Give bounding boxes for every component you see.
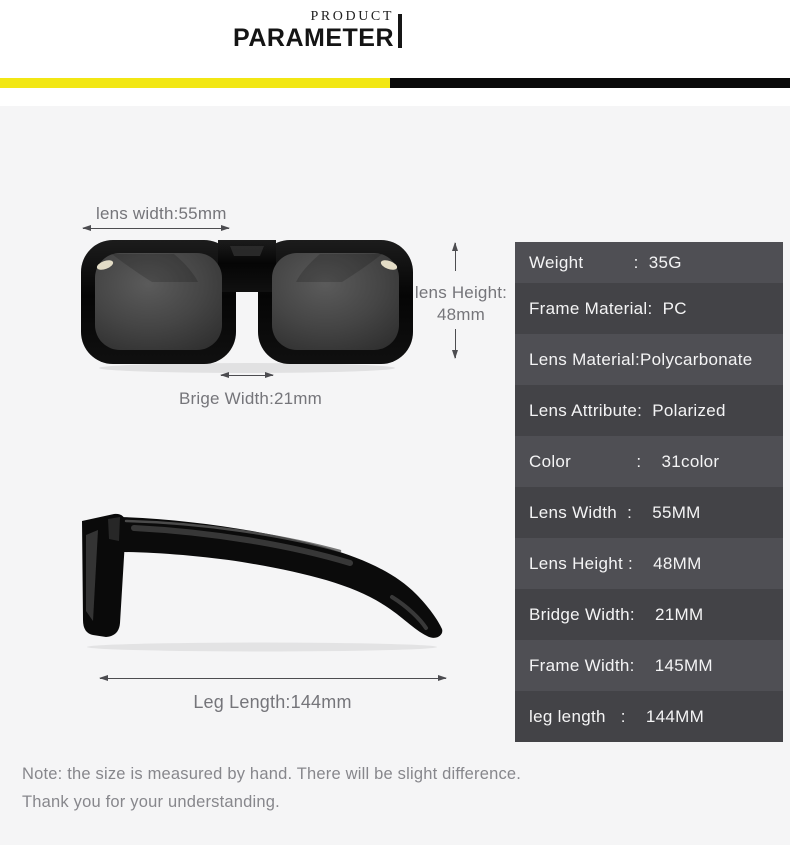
measurement-note xyxy=(22,760,521,816)
spec-row-leg-length xyxy=(515,691,783,742)
divider-stripe xyxy=(0,78,790,88)
lens-height-arrow-up xyxy=(455,243,456,271)
spec-row-lens-attribute xyxy=(515,385,783,436)
spec-table xyxy=(515,242,783,742)
spec-row-text: Lens Attribute: Polarized xyxy=(529,400,726,420)
header-eyebrow: PRODUCT xyxy=(310,9,394,24)
stripe-yellow-segment xyxy=(0,78,390,88)
bridge-width-label: Brige Width:21mm xyxy=(179,389,323,408)
bottom-edge xyxy=(0,845,790,853)
lens-width-arrow xyxy=(83,228,229,229)
leg-length-arrow xyxy=(100,678,446,679)
spec-row-frame-material xyxy=(515,283,783,334)
sunglasses-side-illustration xyxy=(62,501,450,653)
lens-height-label xyxy=(408,282,514,326)
spec-row-frame-width xyxy=(515,640,783,691)
spec-row-lens-material xyxy=(515,334,783,385)
sunglasses-front-illustration xyxy=(78,232,416,374)
spec-row-lens-height xyxy=(515,538,783,589)
spec-row-text: leg length : 144MM xyxy=(529,706,705,726)
lens-height-label-line1: lens Height: xyxy=(414,283,508,302)
stripe-black-segment xyxy=(390,78,790,88)
spec-row-lens-width xyxy=(515,487,783,538)
spec-row-text: Color : 31color xyxy=(529,451,720,471)
note-line1: Note: the size is measured by hand. There will be slight difference. xyxy=(22,765,522,783)
spec-row-text: Weight : 35G xyxy=(529,252,682,272)
spec-row-text: Frame Material: PC xyxy=(529,298,687,318)
spec-row-bridge-width xyxy=(515,589,783,640)
header xyxy=(0,10,394,51)
lens-height-arrow-down xyxy=(455,329,456,358)
spec-row-text: Lens Material:Polycarbonate xyxy=(529,349,753,369)
spec-row-text: Frame Width: 145MM xyxy=(529,655,713,675)
page-title: PARAMETER xyxy=(233,24,394,52)
spec-row-text: Bridge Width: 21MM xyxy=(529,604,704,624)
spec-row-text: Lens Width : 55MM xyxy=(529,502,701,522)
note-line2: Thank you for your understanding. xyxy=(22,793,280,811)
header-accent-bar xyxy=(398,14,402,48)
sunglasses-front-view xyxy=(78,232,416,374)
lens-width-label: lens width:55mm xyxy=(96,204,227,223)
bridge-width-arrow xyxy=(221,375,273,376)
lens-height-label-line2: 48mm xyxy=(436,305,486,324)
spec-row-weight xyxy=(515,242,783,283)
spec-row-text: Lens Height : 48MM xyxy=(529,553,702,573)
leg-length-label: Leg Length:144mm xyxy=(193,692,352,712)
sunglasses-side-view xyxy=(62,501,450,653)
spec-row-color xyxy=(515,436,783,487)
